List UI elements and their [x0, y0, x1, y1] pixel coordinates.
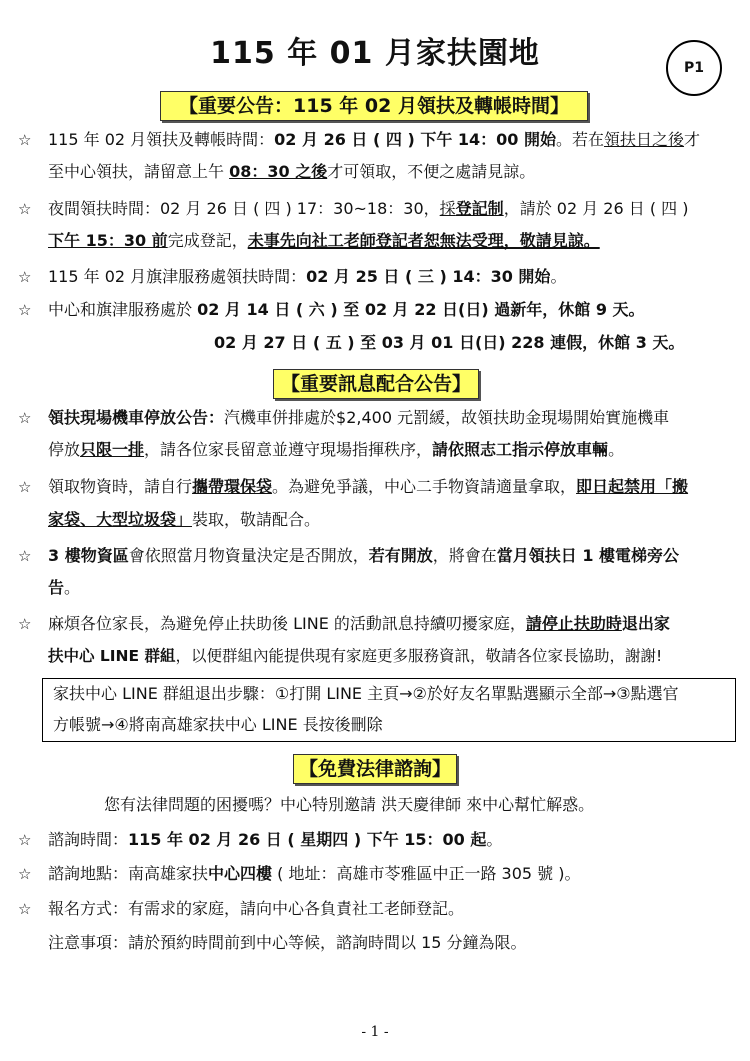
s3-item3: 報名方式：有需求的家庭，請向中心各負責社工老師登記。 — [48, 899, 465, 918]
section-heading-info: 【重要訊息配合公告】 — [273, 369, 479, 399]
s1-item1-line2: 至中心領扶，請留意上午 08：30 之後才可領取，不便之處請見諒。 — [48, 162, 536, 181]
exit-steps-line1: 家扶中心 LINE 群組退出步驟：①打開 LINE 主頁→②於好友名單點選顯示全部→③點選官 — [53, 684, 679, 703]
s3-item1: 諮詢時間：115 年 02 月 26 日 ( 星期四 ) 下午 15：00 起。 — [48, 830, 503, 849]
star-icon: ☆ — [18, 478, 32, 496]
page-number-badge: P1 — [666, 40, 722, 96]
s2-item1-line2: 停放只限一排，請各位家長留意並遵守現場指揮秩序，請依照志工指示停放車輛。 — [48, 440, 625, 459]
s2-item3-line1: 3 樓物資區會依照當月物資量決定是否開放，若有開放，將會在當月領扶日 1 樓電梯旁公 — [48, 546, 680, 565]
s1-item1-line1: 115 年 02 月領扶及轉帳時間：02 月 26 日 ( 四 ) 下午 14：00 開始。若在領扶日之後才 — [48, 130, 701, 149]
star-icon: ☆ — [18, 831, 32, 849]
s1-item2-line1: 夜間領扶時間：02 月 26 日 ( 四 ) 17：30~18：30，採登記制，請於 02 月 26 日 ( 四 ) — [48, 199, 689, 218]
line-group-exit-steps-box — [42, 678, 736, 742]
s3-item2: 諮詢地點：南高雄家扶中心四樓 ( 地址：高雄市苓雅區中正一路 305 號 )。 — [48, 864, 581, 883]
s1-item4-line1: 中心和旗津服務處於 02 月 14 日 ( 六 ) 至 02 月 22 日(日) 過新年，休館 9 天。 — [48, 300, 645, 319]
s2-item4-line1: 麻煩各位家長，為避免停止扶助後 LINE 的活動訊息持續叨擾家庭，請停止扶助時退出家 — [48, 614, 670, 633]
star-icon: ☆ — [18, 200, 32, 218]
star-icon: ☆ — [18, 547, 32, 565]
s3-note: 注意事項：請於預約時間前到中心等候，諮詢時間以 15 分鐘為限。 — [48, 933, 527, 952]
star-icon: ☆ — [18, 301, 32, 319]
star-icon: ☆ — [18, 268, 32, 286]
legal-intro: 您有法律問題的困擾嗎？中心特別邀請 洪天慶律師 來中心幫忙解惑。 — [104, 795, 595, 814]
page-footer: - 1 - — [361, 1024, 389, 1040]
s2-item2-line2: 家袋、大型垃圾袋」裝取，敬請配合。 — [48, 510, 321, 529]
s1-item2-line2: 下午 15：30 前完成登記，未事先向社工老師登記者恕無法受理，敬請見諒。 — [48, 231, 600, 250]
exit-steps-line2: 方帳號→④將南高雄家扶中心 LINE 長按後刪除 — [53, 715, 383, 734]
s2-item1-line1: 領扶現場機車停放公告：汽機車併排處於$2,400 元罰緩，故領扶助金現場開始實施機車 — [48, 408, 670, 427]
s1-item3: 115 年 02 月旗津服務處領扶時間：02 月 25 日 ( 三 ) 14：30 開始。 — [48, 267, 567, 286]
star-icon: ☆ — [18, 615, 32, 633]
star-icon: ☆ — [18, 409, 32, 427]
s2-item4-line2: 扶中心 LINE 群組，以便群組內能提供現有家庭更多服務資訊，敬請各位家長協助，謝謝! — [48, 647, 663, 665]
star-icon: ☆ — [18, 865, 32, 883]
star-icon: ☆ — [18, 900, 32, 918]
section-heading-announcement: 【重要公告：115 年 02 月領扶及轉帳時間】 — [160, 91, 588, 121]
star-icon: ☆ — [18, 131, 32, 149]
s1-item4-line2: 02 月 27 日 ( 五 ) 至 03 月 01 日(日) 228 連假，休館 3 天。 — [214, 333, 685, 352]
s2-item3-line2: 告。 — [48, 578, 81, 597]
section-heading-legal: 【免費法律諮詢】 — [293, 754, 457, 784]
s2-item2-line1: 領取物資時，請自行攜帶環保袋。為避免爭議，中心二手物資請適量拿取，即日起禁用「搬 — [48, 477, 689, 496]
page-title: 115 年 01 月家扶園地 — [210, 36, 540, 71]
